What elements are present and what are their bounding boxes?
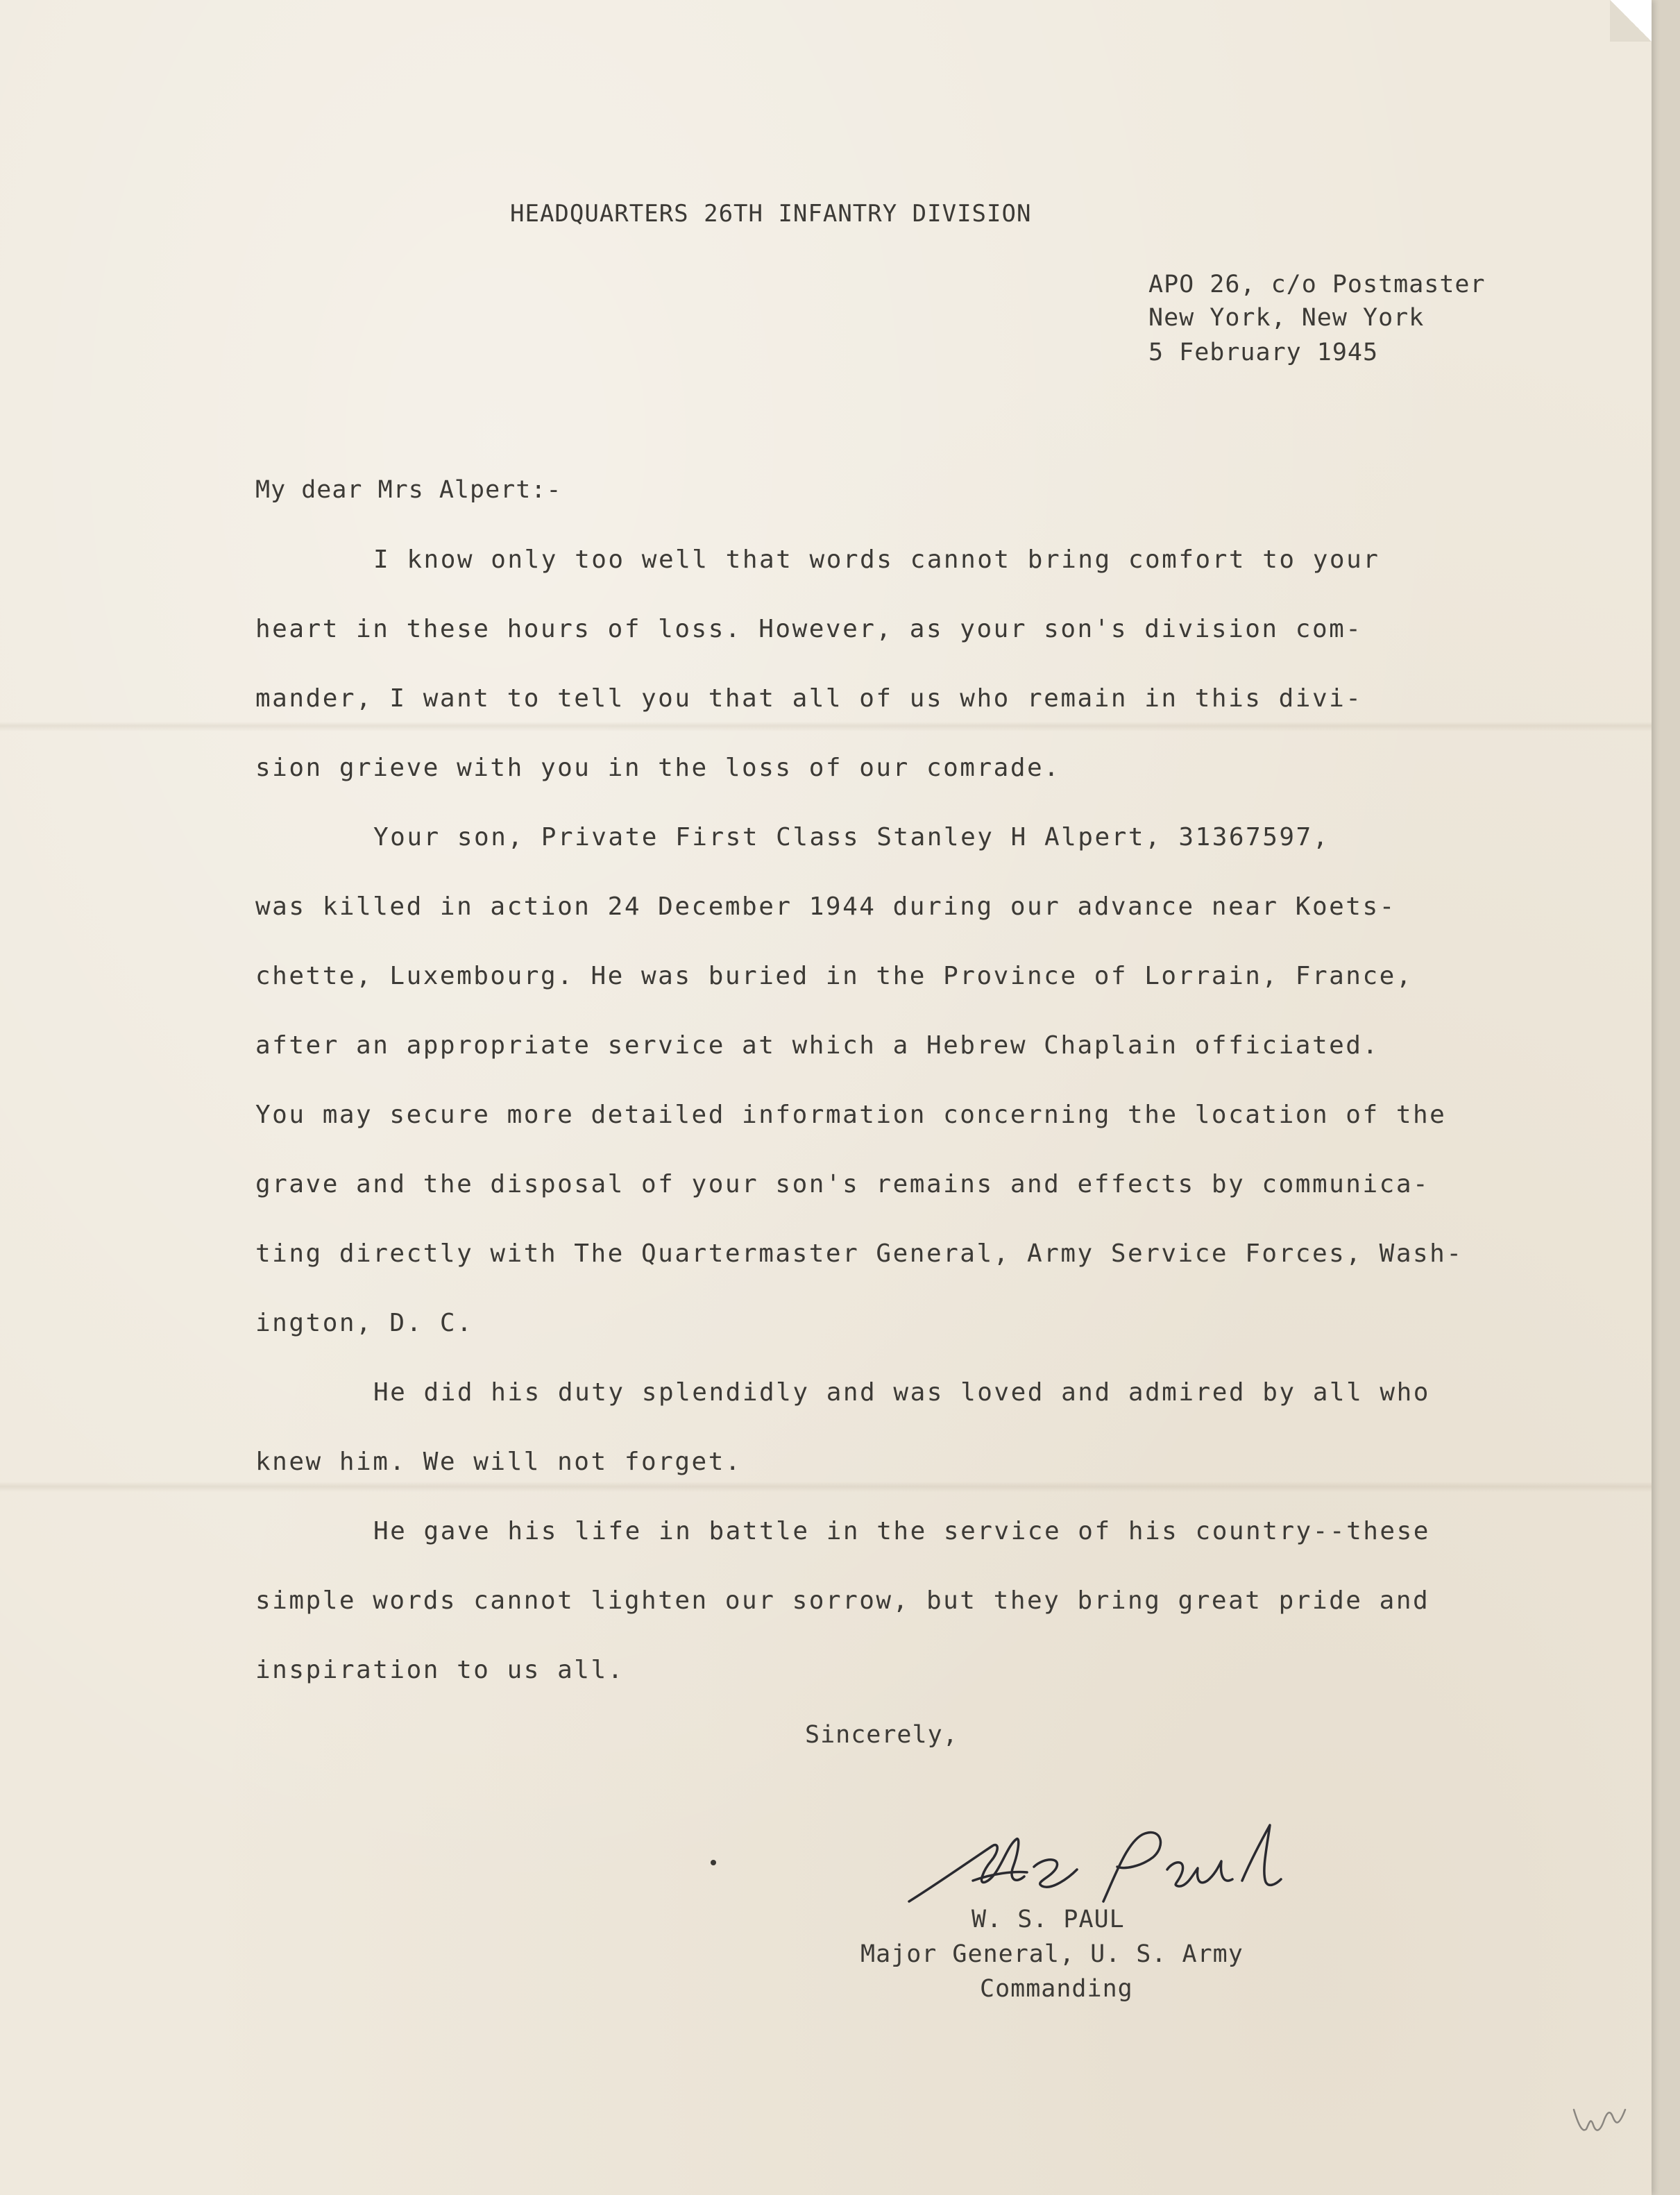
- address-line-2: New York, New York: [1148, 304, 1425, 332]
- ink-dot: [711, 1860, 716, 1865]
- closing: Sincerely,: [805, 1721, 958, 1749]
- signer-role: Commanding: [980, 1975, 1133, 2003]
- body-line: He did his duty splendidly and was loved and admired by all who: [373, 1378, 1430, 1407]
- body-line: knew him. We will not forget.: [255, 1448, 743, 1476]
- body-line: chette, Luxembourg. He was buried in the Province of Lorrain, France,: [255, 962, 1413, 990]
- pencil-mark-icon: [1568, 2089, 1631, 2144]
- body-line: You may secure more detailed information concerning the location of the: [255, 1101, 1447, 1129]
- paper-corner: [1610, 0, 1652, 42]
- body-line: ting directly with The Quartermaster General, Army Service Forces, Wash-: [255, 1239, 1463, 1268]
- body-line: was killed in action 24 December 1944 during our advance near Koets-: [255, 892, 1396, 921]
- body-line: after an appropriate service at which a Hebrew Chaplain officiated.: [255, 1031, 1380, 1060]
- body-line: He gave his life in battle in the service of his country--these: [373, 1517, 1430, 1545]
- body-line: I know only too well that words cannot bring comfort to your: [373, 545, 1380, 574]
- body-line: sion grieve with you in the loss of our comrade.: [255, 754, 1061, 782]
- signer-title: Major General, U. S. Army: [860, 1940, 1244, 1968]
- signer-name: W. S. PAUL: [971, 1906, 1125, 1933]
- body-line: mander, I want to tell you that all of us who remain in this divi-: [255, 684, 1363, 713]
- body-line: Your son, Private First Class Stanley H Alpert, 31367597,: [373, 823, 1330, 851]
- body-line: inspiration to us all.: [255, 1656, 625, 1684]
- body-line: grave and the disposal of your son's remains and effects by communica-: [255, 1170, 1430, 1198]
- body-line: ington, D. C.: [255, 1309, 474, 1337]
- body-line: simple words cannot lighten our sorrow, but they bring great pride and: [255, 1586, 1430, 1615]
- body-line: heart in these hours of loss. However, as your son's division com-: [255, 615, 1363, 643]
- address-line-1: APO 26, c/o Postmaster: [1148, 271, 1486, 298]
- letter-date: 5 February 1945: [1148, 339, 1379, 366]
- letterhead-title: HEADQUARTERS 26TH INFANTRY DIVISION: [510, 200, 1032, 228]
- salutation: My dear Mrs Alpert:-: [255, 476, 562, 504]
